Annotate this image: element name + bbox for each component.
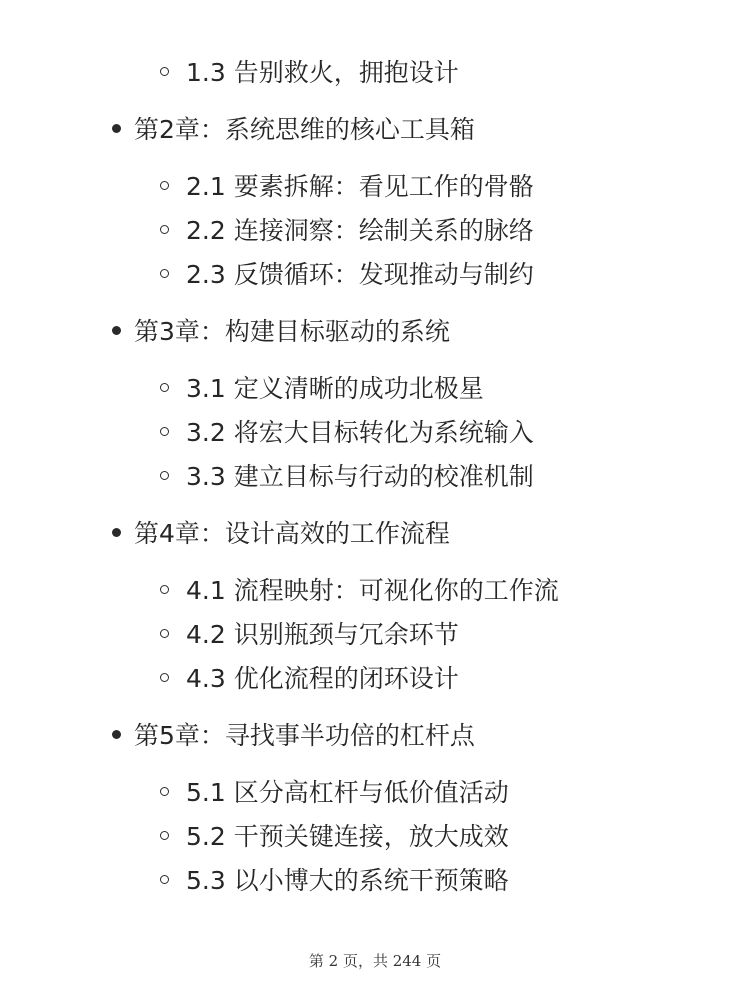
list-item-section-3-2 — [160, 413, 534, 449]
list-item-section-2-3 — [160, 255, 534, 291]
hollow-bullet-icon — [160, 831, 169, 840]
section-title: 1.3 告别救火，拥抱设计 — [186, 58, 459, 87]
solid-bullet-icon — [112, 730, 121, 739]
solid-bullet-icon — [112, 124, 121, 133]
hollow-bullet-icon — [160, 383, 169, 392]
section-title: 3.2 将宏大目标转化为系统输入 — [186, 418, 534, 447]
hollow-bullet-icon — [160, 629, 169, 638]
chapter-title: 第3章：构建目标驱动的系统 — [134, 317, 450, 346]
list-item-section-5-1 — [160, 773, 509, 809]
list-item-chapter-5 — [112, 716, 475, 752]
list-item-section-2-1 — [160, 167, 534, 203]
list-item-section-4-3 — [160, 659, 459, 695]
hollow-bullet-icon — [160, 427, 169, 436]
list-item-section-4-2 — [160, 615, 459, 651]
section-title: 2.3 反馈循环：发现推动与制约 — [186, 260, 534, 289]
list-item-chapter-2 — [112, 110, 475, 146]
hollow-bullet-icon — [160, 181, 169, 190]
hollow-bullet-icon — [160, 585, 169, 594]
section-title: 5.1 区分高杠杆与低价值活动 — [186, 778, 509, 807]
hollow-bullet-icon — [160, 225, 169, 234]
page-indicator: 第 2 页，共 244 页 — [308, 952, 442, 970]
hollow-bullet-icon — [160, 875, 169, 884]
hollow-bullet-icon — [160, 67, 169, 76]
list-item-chapter-4 — [112, 514, 450, 550]
section-title: 4.2 识别瓶颈与冗余环节 — [186, 620, 459, 649]
list-item-section-2-2 — [160, 211, 534, 247]
chapter-title: 第5章：寻找事半功倍的杠杆点 — [134, 721, 475, 750]
section-title: 2.1 要素拆解：看见工作的骨骼 — [186, 172, 534, 201]
hollow-bullet-icon — [160, 787, 169, 796]
hollow-bullet-icon — [160, 673, 169, 682]
solid-bullet-icon — [112, 528, 121, 537]
section-title: 3.3 建立目标与行动的校准机制 — [186, 462, 534, 491]
solid-bullet-icon — [112, 326, 121, 335]
chapter-title: 第2章：系统思维的核心工具箱 — [134, 115, 475, 144]
list-item-chapter-3 — [112, 312, 450, 348]
section-title: 2.2 连接洞察：绘制关系的脉络 — [186, 216, 534, 245]
section-title: 5.2 干预关键连接，放大成效 — [186, 822, 509, 851]
section-title: 3.1 定义清晰的成功北极星 — [186, 374, 484, 403]
section-title: 4.3 优化流程的闭环设计 — [186, 664, 459, 693]
list-item-section-5-3 — [160, 861, 509, 897]
list-item-section-4-1 — [160, 571, 559, 607]
section-title: 5.3 以小博大的系统干预策略 — [186, 866, 509, 895]
list-item-section-1-3 — [160, 53, 459, 89]
hollow-bullet-icon — [160, 471, 169, 480]
list-item-section-3-3 — [160, 457, 534, 493]
hollow-bullet-icon — [160, 269, 169, 278]
section-title: 4.1 流程映射：可视化你的工作流 — [186, 576, 559, 605]
list-item-section-5-2 — [160, 817, 509, 853]
chapter-title: 第4章：设计高效的工作流程 — [134, 519, 450, 548]
list-item-section-3-1 — [160, 369, 484, 405]
